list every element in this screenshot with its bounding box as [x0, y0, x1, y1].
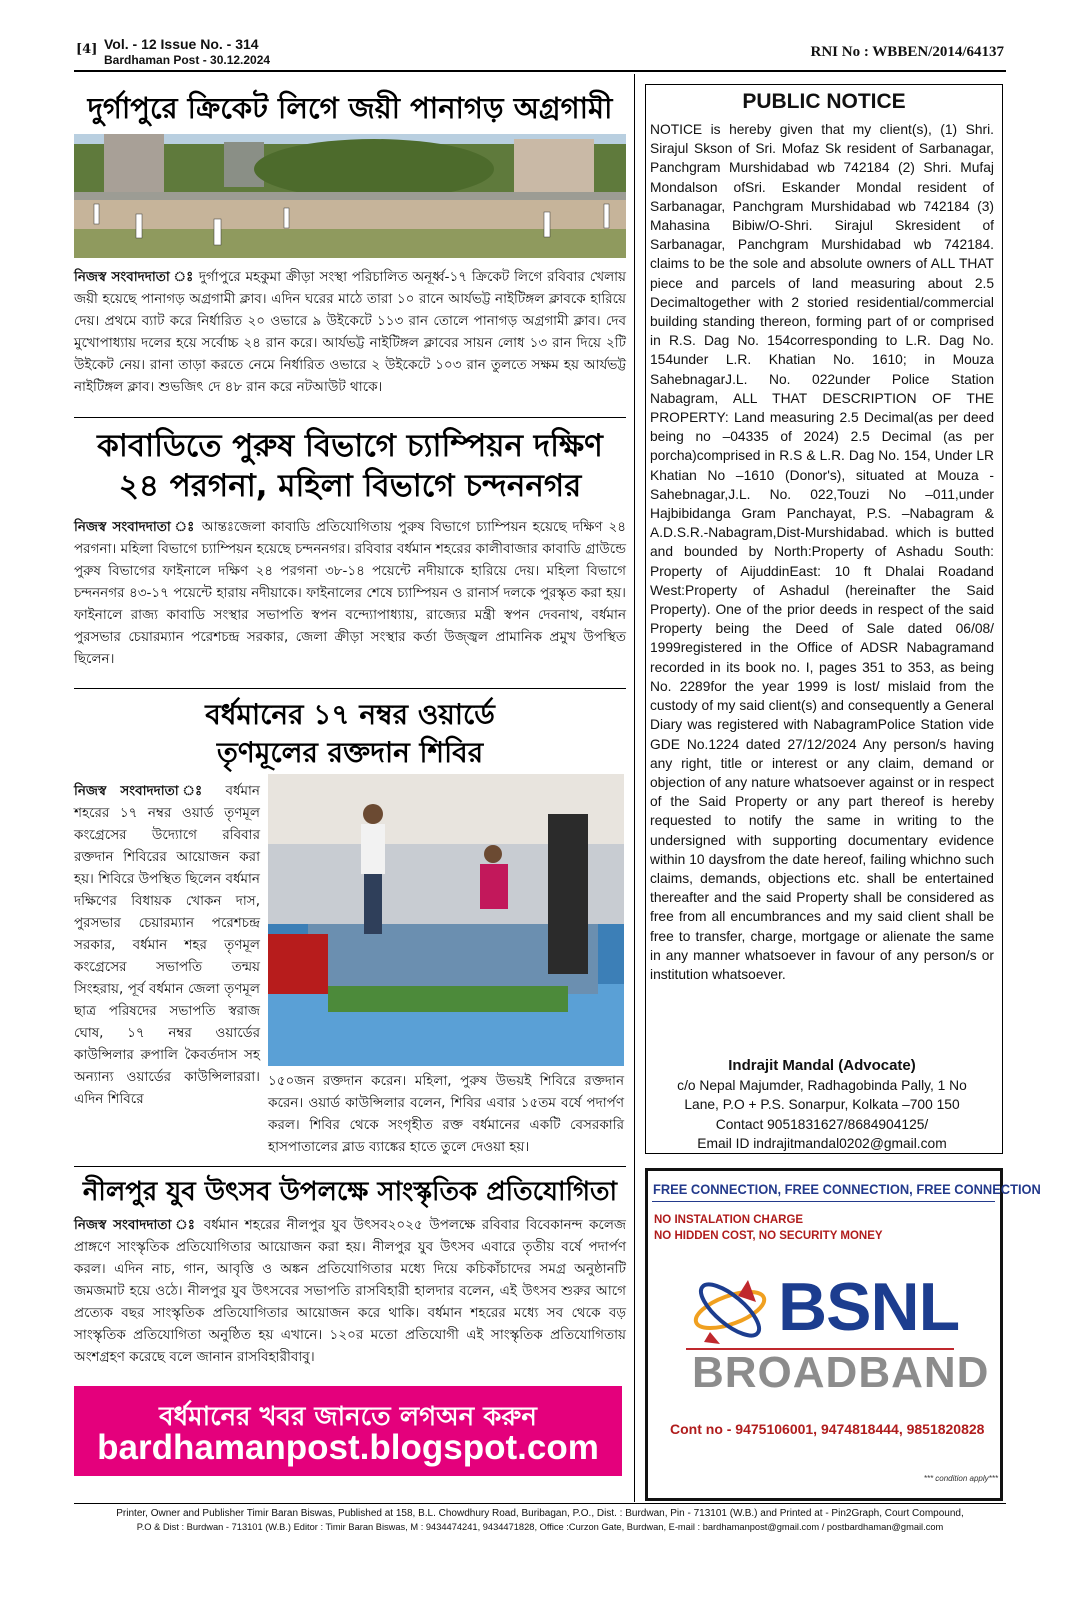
ad-line-1: NO INSTALATION CHARGE: [654, 1214, 804, 1226]
imprint-line-2: P.O & Dist : Burdwan - 713101 (W.B.) Editor : Timir Baran Biswas, M : 9434474241, 9434471828, Office :Curzon Gate, Burdwan, E-mail : bardhamanpost@gmail.com / postbardhaman@gmail.com: [136, 1522, 944, 1532]
article-1-headline: দুর্গাপুরে ক্রিকেট লিগে জয়ী পানাগড় অগ্রগামী: [87, 91, 613, 125]
promo-line-1: বর্ধমানের খবর জানতে লগঅন করুন: [159, 1402, 537, 1432]
ad-line-2: NO HIDDEN COST, NO SECURITY MONEY: [654, 1230, 883, 1242]
rni-number: RNI No : WBBEN/2014/64137: [810, 44, 1004, 60]
advocate-email: Email ID indrajitmandal0202@gmail.com: [697, 1136, 947, 1151]
promo-url[interactable]: bardhamanpost.blogspot.com: [97, 1428, 599, 1467]
article-3-byline: নিজস্ব সংবাদদাতা ঃ: [74, 783, 212, 799]
ad-headline-rule: [652, 1201, 995, 1202]
header-rule: [74, 70, 1006, 72]
ad-contact-numbers: Cont no - 9475106001, 9474818444, 9851820828: [670, 1421, 985, 1437]
bsnl-logo-icon: [690, 1272, 776, 1352]
advocate-address-2: Lane, P.O + P.S. Sonarpur, Kolkata –700 150: [684, 1097, 960, 1112]
broadband-word: BROADBAND: [692, 1348, 990, 1397]
blood-donation-photo: [268, 774, 624, 1066]
public-notice-text: NOTICE is hereby given that my client(s), (1) Shri. Sirajul Skson of Sri. Mofaz Sk resident of Sarbanagar, Panchgram Murshidabad wb 742184 (2) Shri. Mufaj Mondalson ofSri. Eskander Mondal resident of Sarbanagar, Panchgram Murshidabad wb 742184 (3) Mahasina Bibiw/O-Shri. Sirajul Skresident of Sarbanagar, Panchgram Murshidabad wb 742184. claims to be the sole and absolute owners of ALL THAT piece and parcels of land measuring about 2.5 Decimaltogether with 2 storied residential/commercial building standing thereon, forming part of or comprised in R.S. Dag No. 154corresponding to L.R. Dag No. 154under L.R. Khatian No. 1610; in Mouza SahebnagarJ.L. No. 022under Police Station Nabagram, ALL THAT DESCRIPTION OF THE PROPERTY: Land measuring 2.5 Decimal(as per deed being no –04335 of 2024) 2.5 Decimal (as per porcha)comprised in R.S & L.R. Dag No. 154, Under LR Khatian No –1610 (Donor's), situated at Mouza -Sahebnagar,J.L. No. 022,Touzi No –011,under Hajbibidanga Gram Panchayat, P.S. –Nabagram & A.D.S.R.-Nabagram,Dist-Murshidabad. which is butted and bounded by North:Property of Ashadu South: Property of AijuddinEast: 10 ft Dhalai Roadand West:Property of Ashadul (hereinafter the Said Property). One of the prior deeds in respect of the said Property being the Deed of Sale dated 06/08/ 1999registered in the Office of ADSR Nabagramand recorded in its book no. I, pages 351 to 353, as being No. 2289for the year 1999 is lost/ mislaid from the custody of my said client(s) and consequently a General Diary was registered with NabagramPolice Station vide GDE No.1224 dated 27/12/2024 Any person/s having any right, title or interest or any claim, demand or objection of any nature whatsoever against or in respect of the Said Property or any part thereof is hereby requested to notify the same in writing to the undersigned with supporting documentary evidence within 10 daysfrom the date hereof, failing whichno such claims, demands, objections etc. shall be entertained thereafter and the said Property shall be considered as free from all encumbrances and my said client shall be free to transfer, charge, mortgage or alienate the same in any manner whatsoever in favour of any person/s or institution whatsoever.: [650, 122, 994, 982]
advocate-name: Indrajit Mandal (Advocate): [728, 1057, 916, 1074]
bsnl-brand: BSNL: [778, 1269, 960, 1345]
advocate-address-1: c/o Nepal Majumder, Radhagobinda Pally, 1 No: [677, 1077, 967, 1093]
separator-3: [74, 1166, 626, 1167]
advocate-signature: [650, 1056, 994, 1154]
article-4-byline: নিজস্ব সংবাদদাতা ঃ: [74, 1217, 198, 1233]
article-2-headline: কাবাডিতে পুরুষ বিভাগে চ্যাম্পিয়ন দক্ষিণ ২৪ পরগনা, মহিলা বিভাগে চন্দননগর: [97, 428, 603, 504]
ad-headline: FREE CONNECTION, FREE CONNECTION, FREE CONNECTION: [653, 1181, 1041, 1197]
article-3-headline: বর্ধমানের ১৭ নম্বর ওয়ার্ডে তৃণমূলের রক্তদান শিবির: [205, 698, 495, 769]
column-divider: [634, 74, 635, 1502]
volume-issue: Vol. - 12 Issue No. - 314: [104, 36, 259, 52]
separator-1: [74, 417, 626, 418]
article-4-headline: নীলপুর যুব উৎসব উপলক্ষে সাংস্কৃতিক প্রতিযোগিতা: [82, 1177, 618, 1207]
advocate-contact: Contact 9051831627/8684904125/: [715, 1116, 929, 1132]
imprint-line-1: Printer, Owner and Publisher Timir Baran Biswas, Published at 158, B.L. Chowdhury Road, Buribagan, P.O., Dist. : Burdwan, Pin - 713101 (W.B.) and Printed at - Pin2Graph, Court Compound,: [116, 1508, 964, 1519]
public-notice-title: PUBLIC NOTICE: [742, 90, 906, 113]
separator-2: [74, 688, 626, 689]
article-1-body: [74, 266, 626, 398]
ad-condition: *** condition apply***: [923, 1474, 998, 1483]
footer-rule: [74, 1503, 1006, 1504]
cricket-photo: [74, 134, 626, 258]
article-4-body: [74, 1214, 626, 1368]
article-3-body-bottom: ১৫০জন রক্তদান করেন। মহিলা, পুরুষ উভয়ই শিবিরে রক্তদান করেন। ওয়ার্ড কাউন্সিলার বলেন, শিবির এবার ১৫তম বর্ষে পদার্পণ করল। শিবির থেকে সংগৃহীত রক্ত বর্ধমানের একটি বেসরকারি হাসপাতালের ব্লাড ব্যাঙ্কের হাতে তুলে দেওয়া হয়।: [268, 1073, 624, 1155]
article-1-byline: নিজস্ব সংবাদদাতা ঃ: [74, 269, 194, 285]
article-3-body-left: [74, 780, 260, 1110]
article-1-text: দুর্গাপুরে মহকুমা ক্রীড়া সংস্থা পরিচালিত অনূর্ধ্ব-১৭ ক্রিকেট লিগে রবিবার খেলায় জয়ী হয়েছে পানাগড় অগ্রগামী ক্লাব। এদিন ঘরের মাঠে তারা ১০ রানে আর্যভট্ট নাইটিঙ্গল ক্লাবকে হারিয়ে দেয়। প্রথমে ব্যাট করে নির্ধারিত ২০ ওভারে ৯ উইকেটে ১১৩ রান তোলে পানাগড় অগ্রগামী ক্লাব। দেব মুখোপাধ্যায় দলের হয়ে সর্বোচ্চ ২৪ রান করে। আর্যভট্ট নাইটিঙ্গল ক্লাবের সায়ন লোধ ১৩ রান দিয়ে ২টি উইকেট নেয়। রানা তাড়া করতে নেমে নির্ধারিত ওভারে ২ উইকেটে ১০৩ রান তুলতে সক্ষম হয় আর্যভট্ট নাইটিঙ্গল ক্লাব। শুভজিৎ দে ৪৮ রান করে নটআউট থাকে।: [74, 269, 626, 395]
article-2-text: আন্তঃজেলা কাবাডি প্রতিযোগিতায় পুরুষ বিভাগে চ্যাম্পিয়ন হয়েছে দক্ষিণ ২৪ পরগনা। মহিলা বিভাগে চ্যাম্পিয়ন হয়েছে চন্দননগর। রবিবার বর্ধমান শহরের কালীবাজার কাবাডি গ্রাউন্ডে পুরুষ বিভাগের ফাইনালে দক্ষিণ ২৪ পরগনা ৩৮-১৪ পয়েন্টে নদীয়াকে হারিয়ে দেয়। মহিলা বিভাগে চন্দননগর ৪৩-১৭ পয়েন্টে হারায় নদীয়াকে। ফাইনালের শেষে চ্যাম্পিয়ন ও রানার্স দলকে পুরস্কৃত করা হয়। ফাইনালে রাজ্য কাবাডি সংস্থার সভাপতি স্বপন বন্দ্যোপাধ্যায়, রাজ্যের মন্ত্রী স্বপন দেবনাথ, বর্ধমান পুরসভার চেয়ারম্যান পরেশচন্দ্র সরকার, জেলা ক্রীড়া সংস্থার কর্তা উজ্জ্বল প্রামানিক প্রমুখ উপস্থিত ছিলেন।: [74, 519, 627, 667]
paper-date: Bardhaman Post - 30.12.2024: [104, 53, 271, 67]
article-4-text: বর্ধমান শহরের নীলপুর যুব উৎসব২০২৫ উপলক্ষে রবিবার বিবেকানন্দ কলেজ প্রাঙ্গণে সাংস্কৃতিক প্রতিযোগিতার আয়োজন করা হয়। নীলপুর যুব উৎসব এবারে তৃতীয় বর্ষে পদার্পণ করল। এদিন নাচ, গান, আবৃত্তি ও অঙ্কন প্রতিযোগিতার মধ্যে দিয়ে কচিকাঁচাদের সমগ্র অনুষ্ঠানটি জমজমাট হয়ে ওঠে। নীলপুর যুব উৎসবের সভাপতি রাসবিহারী হালদার বলেন, এই উৎসব শুরুর আগে প্রত্যেক বছর সাংস্কৃতিক প্রতিযোগিতার আয়োজন করে থাকি। বর্ধমান শহরের মধ্যে সব থেকে বড় সাংস্কৃতিক প্রতিযোগিতা অনুষ্ঠিত হয় এখানে। ১২০র মতো প্রতিযোগী এই সাংস্কৃতিক প্রতিযোগিতায় অংশগ্রহণ করেছে বলে জানান রাসবিহারীবাবু।: [74, 1217, 626, 1365]
page-number: [4]: [76, 42, 98, 57]
article-2-body: [74, 516, 626, 670]
article-2-byline: নিজস্ব সংবাদদাতা ঃ: [74, 519, 196, 535]
article-3-text-left: বর্ধমান শহরের ১৭ নম্বর ওয়ার্ড তৃণমূল কংগ্রেসের উদ্যোগে রবিবার রক্তদান শিবিরের আয়োজন করা হয়। শিবিরে উপস্থিত ছিলেন বর্ধমান দক্ষিণের বিধায়ক খোকন দাস, পুরসভার চেয়ারম্যান পরেশচন্দ্র সরকার, বর্ধমান শহর তৃণমূল কংগ্রেসের সভাপতি তন্ময় সিংহরায়, পূর্ব বর্ধমান জেলা তৃণমূল ছাত্র পরিষদের সভাপতি স্বরাজ ঘোষ, ১৭ নম্বর ওয়ার্ডের কাউন্সিলার রুপালি কৈবর্তদাস সহ অন্যান্য ওয়ার্ডের কাউন্সিলাররা। এদিন শিবিরে: [74, 783, 260, 1107]
